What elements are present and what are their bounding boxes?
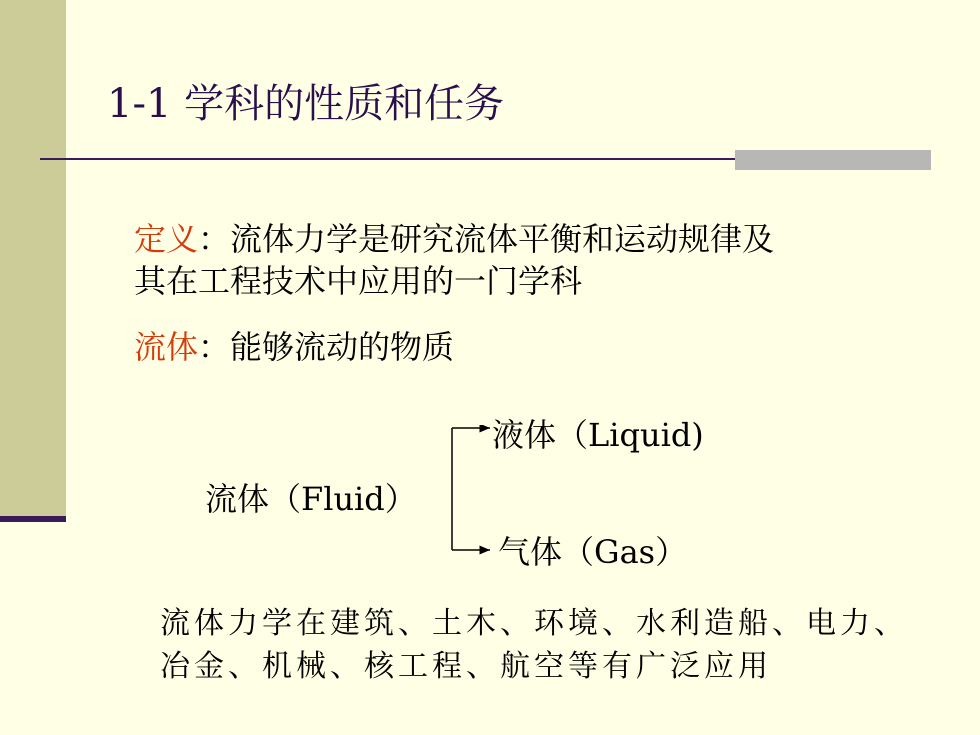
- classification-gas: 气体（Gas）: [498, 533, 688, 571]
- slide-title: 1-1 学科的性质和任务: [107, 81, 505, 127]
- fluid-separator: ：: [198, 328, 231, 366]
- left-decor-bar: [0, 0, 66, 521]
- definition-block: [134, 218, 774, 302]
- definition-separator: ：: [198, 220, 231, 258]
- fluid-label: 流体: [134, 328, 199, 366]
- definition-label: 定义: [134, 220, 199, 258]
- definition-line-1: [134, 218, 774, 260]
- definition-text-1: 流体力学是研究流体平衡和运动规律及: [230, 220, 775, 258]
- classification-bracket: [445, 425, 495, 560]
- fluid-definition: [134, 326, 454, 368]
- definition-text-2: 其在工程技术中应用的一门学科: [134, 262, 583, 300]
- applications-block: [160, 602, 908, 688]
- classification-liquid: 液体（Liquid): [492, 416, 704, 454]
- left-decor-mark: [0, 516, 66, 522]
- classification-root: 流体（Fluid）: [205, 480, 417, 518]
- applications-line-1: 流体力学在建筑、土木、环境、水利造船、电力、: [160, 606, 908, 641]
- title-underline-block: [735, 150, 931, 170]
- applications-line-2: 冶金、机械、核工程、航空等有广泛应用: [160, 649, 772, 684]
- fluid-text: 能够流动的物质: [230, 328, 455, 366]
